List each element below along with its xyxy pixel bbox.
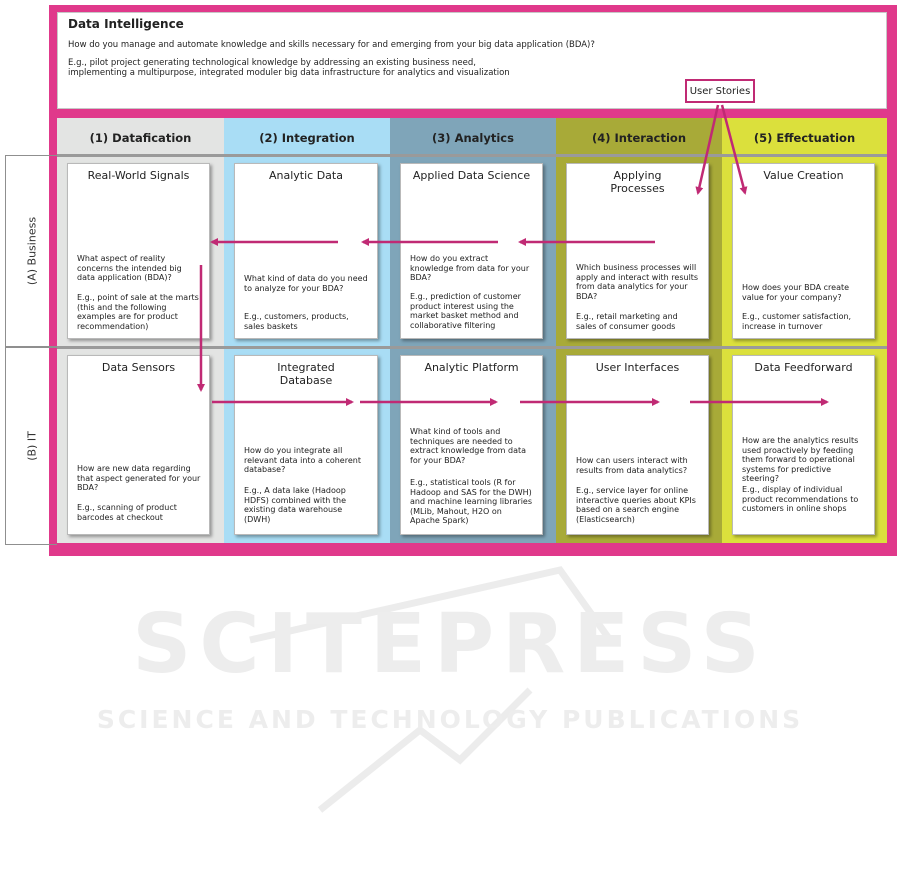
card-title: Analytic Platform: [424, 361, 519, 374]
row-label-business-text: (A) Business: [25, 216, 38, 286]
header-example-line: E.g., pilot project generating technological knowledge by addressing an existing business need,: [68, 58, 476, 68]
card-question: Which business processes will apply and interact with results from data analytics for your BDA?: [576, 263, 699, 301]
card-title: Analytic Data: [269, 169, 343, 182]
card-title: Data Sensors: [101, 361, 176, 374]
arrow-user-stories-interaction: [698, 105, 718, 193]
watermark-main: SCITEPRESS: [132, 597, 768, 692]
watermark-logo: [0, 560, 901, 886]
watermark-sub: SCIENCE AND TECHNOLOGY PUBLICATIONS: [96, 705, 804, 734]
card-question: What kind of data do you need to analyze for your BDA?: [244, 274, 368, 293]
user-stories-label: User Stories: [685, 79, 755, 103]
card-example: E.g., retail marketing and sales of consumer goods: [576, 312, 678, 331]
card-title: Data Feedforward: [754, 361, 853, 374]
column-header-analytics: (3) Analytics: [432, 130, 514, 145]
column-header-interaction: (4) Interaction: [591, 130, 687, 145]
card-example: E.g., customer satisfaction, increase in turnover: [742, 312, 852, 331]
card-example: E.g., prediction of customer product interest using the market basket method and collaborative filtering: [410, 292, 521, 330]
card-example: E.g., scanning of product barcodes at checkout: [77, 503, 177, 522]
card-example: E.g., A data lake (Hadoop HDFS) combined with the existing data warehouse (DWH): [244, 486, 347, 524]
column-header-effectuation: (5) Effectuation: [753, 130, 856, 145]
card-title: Applying Processes: [610, 169, 665, 195]
card-question: What aspect of reality concerns the intended big data application (BDA)?: [77, 254, 182, 282]
card-example: E.g., customers, products, sales baskets: [244, 312, 349, 331]
card-title: Integrated Database: [277, 361, 335, 387]
header-example-line: implementing a multipurpose, integrated moduler big data infrastructure for analytics and visualization: [68, 68, 510, 78]
header-title: Data Intelligence: [68, 17, 184, 31]
card-question: How does your BDA create value for your company?: [742, 283, 850, 302]
card-question: How can users interact with results from data analytics?: [576, 456, 688, 475]
card-question: How are the analytics results used proactively by feeding them forward to operational systems for predictive steering?: [742, 436, 859, 483]
column-header-integration: (2) Integration: [259, 130, 355, 145]
card-title: Real-World Signals: [87, 169, 190, 182]
card-title: Applied Data Science: [412, 169, 531, 182]
card-example: E.g., display of individual product recommendations to customers in online shops: [742, 485, 859, 513]
card-example: E.g., service layer for online interactive queries about KPIs based on a search engine (Elasticsearch): [576, 486, 696, 524]
card-title: Value Creation: [763, 169, 844, 182]
card-question: How are new data regarding that aspect generated for your BDA?: [77, 464, 201, 492]
header-question: How do you manage and automate knowledge and skills necessary for and emerging from your big data application (BDA)?: [68, 40, 595, 50]
card-question: How do you extract knowledge from data for your BDA?: [410, 254, 530, 282]
card-example: E.g., statistical tools (R for Hadoop and SAS for the DWH) and machine learning libraries (MLib, Mahout, H2O on Apache Spark): [410, 478, 533, 525]
column-header-datafication: (1) Datafication: [89, 130, 192, 145]
row-label-it-text: (B) IT: [25, 431, 38, 461]
card-title: User Interfaces: [595, 361, 680, 374]
card-example: E.g., point of sale at the marts (this and the following examples are for product recommendation): [77, 293, 199, 331]
card-question: What kind of tools and techniques are needed to extract knowledge from data for your BDA?: [410, 427, 527, 465]
arrow-user-stories-effectuation: [722, 105, 745, 193]
card-question: How do you integrate all relevant data into a coherent database?: [244, 446, 361, 474]
